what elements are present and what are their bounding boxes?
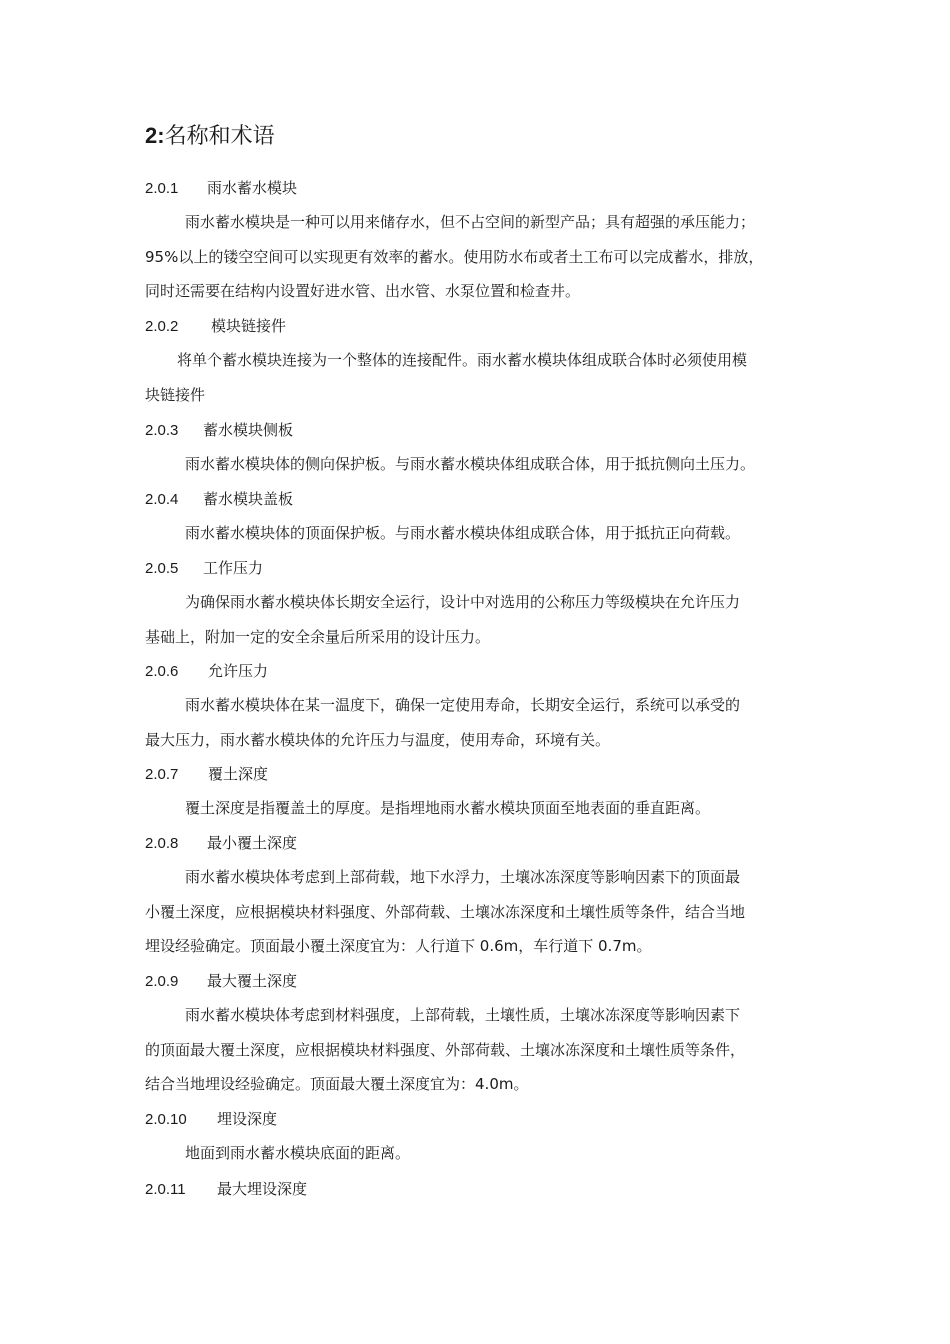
- definition-line: 最大压力，雨水蓄水模块体的允许压力与温度，使用寿命，环境有关。: [145, 730, 611, 749]
- term-heading: [145, 1106, 277, 1132]
- definition-line: 同时还需要在结构内设置好进水管、出水管、水泵位置和检查井。: [145, 282, 581, 300]
- term-title: 最大覆土深度: [207, 972, 298, 990]
- term-number: 2.0.10: [145, 1111, 187, 1128]
- definition-line: 地面到雨水蓄水模块底面的距离。: [185, 1144, 411, 1162]
- term-number: 2.0.6: [145, 663, 179, 680]
- term-heading: [145, 968, 297, 994]
- term-definition: [145, 998, 807, 1102]
- term-definition: [145, 791, 807, 826]
- definition-line: 覆土深度是指覆盖土的厚度。是指埋地雨水蓄水模块顶面至地表面的垂直距离。: [185, 799, 711, 817]
- definition-line: 结合当地埋设经验确定。顶面最大覆土深度宜为：4.0m。: [145, 1075, 529, 1093]
- definition-line: 埋设经验确定。顶面最小覆土深度宜为：人行道下 0.6m，车行道下 0.7m。: [145, 937, 652, 955]
- term-heading: [145, 658, 268, 684]
- term-title: 蓄水模块盖板: [203, 490, 294, 508]
- term-number: 2.0.4: [145, 491, 179, 508]
- term-definition: [145, 205, 807, 309]
- term-number: 2.0.1: [145, 180, 179, 197]
- term-title: 模块链接件: [211, 317, 287, 335]
- term-heading: [145, 313, 286, 339]
- term-definition: [145, 343, 807, 412]
- term-heading: [145, 175, 297, 201]
- definition-line: 为确保雨水蓄水模块体长期安全运行，设计中对选用的公称压力等级模块在允许压力: [185, 593, 741, 611]
- definition-line: 的顶面最大覆土深度，应根据模块材料强度、外部荷载、土壤冰冻深度和土壤性质等条件，: [145, 1040, 746, 1059]
- definition-line: 雨水蓄水模块是一种可以用来储存水，但不占空间的新型产品；具有超强的承压能力；: [185, 213, 756, 231]
- term-title: 最大埋设深度: [217, 1180, 308, 1198]
- term-heading: [145, 417, 293, 443]
- section-number: 2:: [145, 123, 165, 148]
- term-heading: [145, 555, 263, 581]
- term-heading: [145, 761, 268, 787]
- term-title: 最小覆土深度: [207, 834, 298, 852]
- definition-line: 雨水蓄水模块体在某一温度下，确保一定使用寿命，长期安全运行，系统可以承受的: [185, 696, 741, 714]
- term-definition: [145, 447, 807, 482]
- term-heading: [145, 830, 297, 856]
- term-heading: [145, 1176, 307, 1202]
- term-number: 2.0.8: [145, 835, 179, 852]
- term-definition: [145, 516, 807, 551]
- term-number: 2.0.9: [145, 973, 179, 990]
- term-heading: [145, 486, 293, 512]
- term-number: 2.0.3: [145, 422, 179, 439]
- term-definition: [145, 860, 807, 964]
- definition-line: 雨水蓄水模块体的顶面保护板。与雨水蓄水模块体组成联合体，用于抵抗正向荷载。: [185, 524, 741, 542]
- definition-line: 小覆土深度，应根据模块材料强度、外部荷载、土壤冰冻深度和土壤性质等条件，结合当地: [145, 902, 746, 921]
- definition-line: 雨水蓄水模块体考虑到上部荷载，地下水浮力，土壤冰冻深度等影响因素下的顶面最: [185, 868, 741, 886]
- term-definition: [145, 585, 807, 654]
- term-number: 2.0.2: [145, 318, 179, 335]
- definition-line: 块链接件: [145, 385, 206, 404]
- term-title: 覆土深度: [208, 765, 269, 783]
- term-definition: [145, 688, 807, 757]
- section-title: 名称和术语: [164, 124, 275, 149]
- term-title: 雨水蓄水模块: [207, 179, 298, 197]
- term-title: 埋设深度: [217, 1110, 278, 1128]
- term-title: 允许压力: [208, 662, 269, 680]
- section-heading: [145, 118, 275, 155]
- definition-line: 雨水蓄水模块体的侧向保护板。与雨水蓄水模块体组成联合体，用于抵抗侧向土压力。: [185, 455, 756, 473]
- definition-line: 将单个蓄水模块连接为一个整体的连接配件。雨水蓄水模块体组成联合体时必须使用模: [177, 351, 748, 369]
- term-number: 2.0.7: [145, 766, 179, 783]
- definition-line: 95%以上的镂空空间可以实现更有效率的蓄水。使用防水布或者土工布可以完成蓄水，排放，: [145, 247, 764, 266]
- term-title: 工作压力: [203, 559, 264, 577]
- term-number: 2.0.11: [145, 1181, 186, 1198]
- term-number: 2.0.5: [145, 560, 179, 577]
- term-title: 蓄水模块侧板: [203, 421, 294, 439]
- definition-line: 基础上，附加一定的安全余量后所采用的设计压力。: [145, 627, 491, 646]
- term-definition: [145, 1136, 807, 1171]
- definition-line: 雨水蓄水模块体考虑到材料强度，上部荷载，土壤性质，土壤冰冻深度等影响因素下: [185, 1006, 741, 1024]
